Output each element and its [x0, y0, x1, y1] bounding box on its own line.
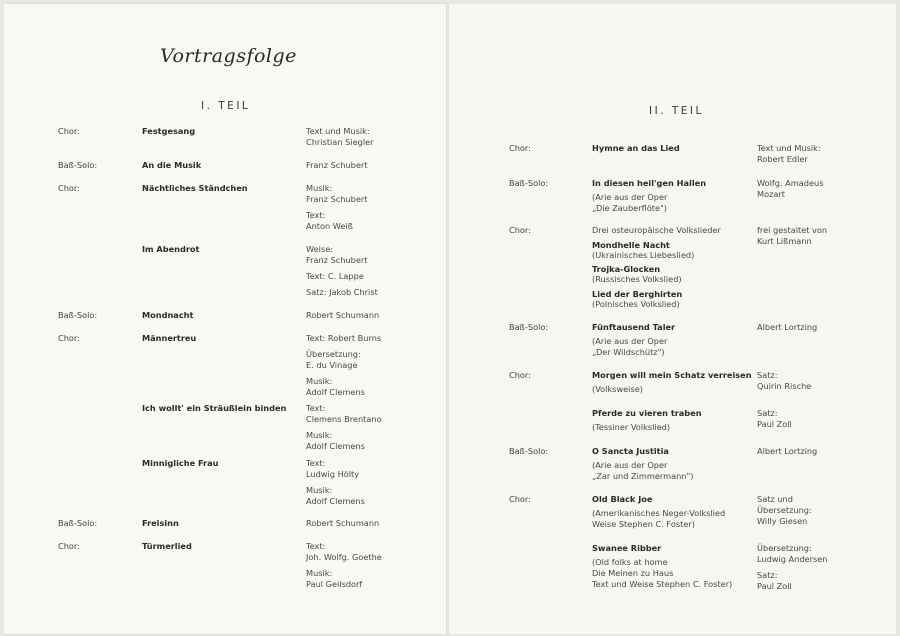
credits-line: Text: — [306, 210, 326, 220]
credits-line: Franz Schubert — [306, 194, 368, 204]
credits — [306, 333, 381, 398]
song-subtitle-line: (Amerikanisches Neger-Volkslied — [592, 508, 726, 518]
song-title: An die Musik — [142, 160, 202, 170]
song-subtitle — [592, 192, 667, 214]
credits-line: Musik: — [306, 376, 333, 386]
credits — [306, 541, 382, 590]
credits-line: Albert Lortzing — [757, 446, 818, 456]
credits-line: Text: — [306, 458, 326, 468]
song-title: Old Black Joe — [592, 494, 653, 504]
song-subtitle-line: Text und Weise Stephen C. Foster) — [592, 579, 733, 589]
song-title: Mondnacht — [142, 310, 194, 320]
song-title: Im Abendrot — [142, 244, 200, 254]
song-subtitle-line: „Die Zauberflöte") — [592, 203, 667, 213]
song-title: Festgesang — [142, 126, 196, 136]
performer-label: Chor: — [509, 225, 531, 235]
credits — [757, 494, 812, 527]
credits-line: Wolfg. Amadeus — [757, 178, 824, 188]
credits-line: Satz: — [757, 408, 778, 418]
credits-line: Franz Schubert — [306, 255, 368, 265]
song-title: Freisinn — [142, 518, 179, 528]
credits-line: Ludwig Hölty — [306, 469, 360, 479]
credits-line: Adolf Clemens — [306, 387, 365, 397]
credits — [757, 543, 827, 592]
performer-label: Baß-Solo: — [509, 178, 549, 188]
song-subtitle-line: Weise Stephen C. Foster) — [592, 519, 695, 529]
performer-label: Baß-Solo: — [58, 160, 98, 170]
song-subtitle-line: Die Meinen zu Haus — [592, 568, 674, 578]
song-subtitle-line: (Volksweise) — [592, 384, 643, 394]
credits — [757, 408, 792, 430]
credits — [306, 458, 365, 507]
song-subtitle — [592, 336, 667, 358]
performer-label: Chor: — [58, 183, 80, 193]
credits — [306, 310, 379, 321]
credits-line: Adolf Clemens — [306, 441, 365, 451]
credits-line: Satz: — [757, 570, 778, 580]
song-subtitle — [592, 460, 693, 482]
song-subtitle: (Ukrainisches Liebeslied) — [592, 250, 695, 260]
song-subtitle — [592, 508, 725, 530]
credits-line: Willy Giesen — [757, 516, 808, 526]
credits-line: Text und Musik: — [306, 126, 370, 136]
part-2-heading: II. TEIL — [649, 105, 704, 117]
right-page — [448, 4, 896, 634]
song-subtitle: (Russisches Volkslied) — [592, 274, 682, 284]
song-title: Ich wollt' ein Sträußlein binden — [142, 403, 287, 413]
credits-line: Paul Geilsdorf — [306, 579, 363, 589]
performer-label: Baß-Solo: — [58, 310, 98, 320]
credits-line: Robert Schumann — [306, 518, 380, 528]
song-subtitle-line: „Zar und Zimmermann") — [592, 471, 694, 481]
credits-line: Anton Weiß — [306, 221, 353, 231]
song-title: Trojka-Glocken — [592, 264, 661, 274]
credits-line: Musik: — [306, 430, 333, 440]
performer-label: Chor: — [509, 143, 531, 153]
credits — [757, 225, 827, 247]
performer-label: Chor: — [58, 126, 80, 136]
credits-line: Musik: — [306, 485, 333, 495]
song-title: Männertreu — [142, 333, 197, 343]
credits-line: Text und Musik: — [757, 143, 821, 153]
credits-line: Paul Zoll — [757, 581, 792, 591]
credits-line: Musik: — [306, 568, 333, 578]
song-subtitle — [592, 422, 670, 433]
credits — [757, 322, 817, 333]
song-title: Mondhelle Nacht — [592, 240, 670, 250]
song-subtitle — [592, 557, 732, 590]
credits-line: Satz: — [757, 370, 778, 380]
credits-line: Robert Schumann — [306, 310, 380, 320]
credits-line: Satz und — [757, 494, 793, 504]
credits-line: Adolf Clemens — [306, 496, 365, 506]
credits-line: Franz Schubert — [306, 160, 368, 170]
song-title: Türmerlied — [142, 541, 192, 551]
performer-label: Baß-Solo: — [509, 322, 549, 332]
song-subtitle-line: (Arie aus der Oper — [592, 192, 668, 202]
credits-line: Text: — [306, 403, 326, 413]
song-subtitle: (Polnisches Volkslied) — [592, 299, 680, 309]
credits-line: Kurt Lißmann — [757, 236, 812, 246]
performer-label: Chor: — [58, 333, 80, 343]
credits — [306, 244, 378, 298]
performer-label: Baß-Solo: — [509, 446, 549, 456]
credits — [306, 160, 367, 171]
song-title: Swanee Ribber — [592, 543, 662, 553]
credits — [306, 126, 374, 148]
credits-line: Robert Edler — [757, 154, 808, 164]
credits-line: Übersetzung: — [757, 505, 812, 515]
page-fold — [446, 4, 449, 634]
song-title: O Sancta Justitia — [592, 446, 669, 456]
credits — [757, 446, 817, 457]
performer-label: Chor: — [509, 370, 531, 380]
credits-line: frei gestaltet von — [757, 225, 828, 235]
credits-line: Text: C. Lappe — [306, 271, 364, 281]
credits-line: Ludwig Andersen — [757, 554, 828, 564]
credits-line: Musik: — [306, 183, 333, 193]
song-title: In diesen heil'gen Hallen — [592, 178, 707, 188]
song-subtitle — [592, 384, 643, 395]
performer-label: Chor: — [509, 494, 531, 504]
credits-line: Quirin Rische — [757, 381, 812, 391]
song-title: Fünftausend Taler — [592, 322, 676, 332]
credits-line: Übersetzung: — [306, 349, 361, 359]
song-subtitle-line: (Old folks at home — [592, 557, 668, 567]
credits — [306, 403, 382, 452]
song-subtitle-line: (Arie aus der Oper — [592, 336, 668, 346]
credits-line: Text: — [306, 541, 326, 551]
credits-line: Paul Zoll — [757, 419, 792, 429]
credits-line: Text: Robert Burns — [306, 333, 382, 343]
song-title: Nächtliches Ständchen — [142, 183, 248, 193]
song-title: Pferde zu vieren traben — [592, 408, 702, 418]
credits — [757, 143, 821, 165]
credits-line: Satz: Jakob Christ — [306, 287, 378, 297]
part-1-heading: I. TEIL — [201, 100, 251, 112]
song-group-intro: Drei osteuropäische Volkslieder — [592, 225, 721, 235]
song-title: Morgen will mein Schatz verreisen — [592, 370, 752, 380]
song-subtitle-line: „Der Wildschütz") — [592, 347, 665, 357]
credits — [757, 370, 811, 392]
credits-line: Übersetzung: — [757, 543, 812, 553]
credits-line: Christian Siegler — [306, 137, 374, 147]
performer-label: Chor: — [58, 541, 80, 551]
credits — [306, 183, 367, 232]
song-title: Minnigliche Frau — [142, 458, 219, 468]
program-title: Vortragsfolge — [160, 45, 297, 67]
credits-line: Weise: — [306, 244, 333, 254]
credits-line: Albert Lortzing — [757, 322, 818, 332]
credits — [306, 518, 379, 529]
song-title: Lied der Berghirten — [592, 289, 683, 299]
song-subtitle-line: (Tessiner Volkslied) — [592, 422, 671, 432]
performer-label: Baß-Solo: — [58, 518, 98, 528]
credits-line: Joh. Wolfg. Goethe — [306, 552, 382, 562]
credits — [757, 178, 823, 200]
song-title: Hymne an das Lied — [592, 143, 680, 153]
credits-line: Mozart — [757, 189, 785, 199]
credits-line: E. du Vinage — [306, 360, 358, 370]
credits-line: Clemens Brentano — [306, 414, 382, 424]
song-subtitle-line: (Arie aus der Oper — [592, 460, 668, 470]
